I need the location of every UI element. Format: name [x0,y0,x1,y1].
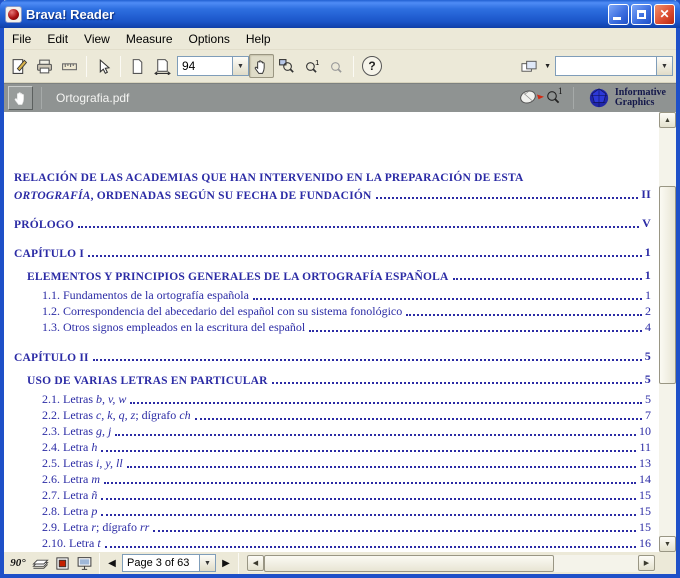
toc-entry-label: 2.1. Letras b, v, w [42,392,127,406]
views-button[interactable] [517,54,542,78]
toolbar [4,50,676,83]
toc-entry-label: CAPÍTULO I [14,248,85,260]
dot-leader [127,466,636,468]
fit-page-button[interactable] [125,54,150,78]
brand-logo-icon [588,87,610,109]
document-viewport[interactable] [4,112,659,552]
fit-page-icon [129,58,146,75]
toc-entry-page-number: 13 [639,456,651,470]
pan-hand-icon [253,58,270,75]
docbar-separator [41,87,42,109]
toc-entry [11,268,651,283]
zoom-level-combo[interactable] [177,56,249,76]
toc-entry-page-number: 10 [639,424,651,438]
thumbnails-icon [54,556,71,571]
toc-entry [11,216,651,231]
toc-entry-label: 1.3. Otros signos empleados en la escritura del español [42,320,306,334]
dot-leader [104,482,636,484]
zoom-one-to-one-button[interactable] [299,54,324,78]
toc-entry-label: 2.3. Letras g, j [42,424,112,438]
toc-entry [11,487,651,503]
select-arrow-icon [95,58,112,75]
dot-leader [153,530,636,532]
minimize-button[interactable] [608,4,629,25]
scroll-up-icon[interactable]: ▲ [659,112,676,128]
dot-leader [272,382,642,384]
toc-entry-line: RELACIÓN DE LAS ACADEMIAS QUE HAN INTERVENIDO EN LA PREPARACIÓN DE ESTA [14,172,524,184]
views-combo[interactable] [555,56,673,76]
next-page-icon[interactable]: ▶ [222,557,230,569]
docbar-separator [573,87,574,109]
dot-leader [406,314,642,316]
toc-entry-label: 2.2. Letras c, k, q, z; dígrafo ch [42,408,191,422]
window-title: Brava! Reader [26,6,115,22]
menu-item-options[interactable]: Options [188,31,230,46]
statusbar-corner [655,555,673,572]
zoom-button[interactable] [324,54,349,78]
horizontal-scrollbar-thumb[interactable] [264,555,554,572]
toc-entry-label: USO DE VARIAS LETRAS EN PARTICULAR [27,375,268,387]
views-combo-dropdown-icon[interactable]: ▼ [656,57,672,75]
zoom-combo-dropdown-icon[interactable]: ▼ [232,57,248,75]
minimize-icon [613,17,621,20]
brand-line1: Informative [614,87,666,98]
print-pages-icon [32,556,49,571]
maximize-icon [637,10,646,19]
dot-leader [101,450,636,452]
table-of-contents [4,112,659,552]
scroll-right-icon[interactable]: ▶ [638,555,655,571]
print-button[interactable] [32,54,57,78]
toc-entry [11,303,651,319]
zoom-window-button[interactable] [274,54,299,78]
toc-entry-page-number: 1 [645,288,651,302]
dot-leader [453,278,642,280]
vertical-scrollbar-thumb[interactable] [659,186,676,384]
toc-entry-page-number: 16 [639,536,651,550]
toc-entry [11,535,651,551]
toc-entry-page-number: 15 [639,488,651,502]
screen-icon [76,556,93,571]
toc-entry-label: 1.2. Correspondencia del abecedario del español con su sistema fonológico [42,304,403,318]
toc-entry-label: CAPÍTULO II [14,352,89,364]
toc-entry-label: 2.5. Letras i, y, ll [42,456,123,470]
toc-entry [11,455,651,471]
toc-entry-label: 2.6. Letra m [42,472,100,486]
toc-entry [11,407,651,423]
app-icon [5,6,22,23]
dot-leader [88,255,642,257]
toc-entry-page-number: 2 [645,304,651,318]
toolbar-separator [353,56,354,77]
dot-leader [195,418,642,420]
toc-entry-label: 2.8. Letra p [42,504,98,518]
menu-bar [4,28,676,50]
svg-text:1: 1 [315,57,320,67]
zoom-level-value[interactable]: 94 [182,59,196,73]
dot-leader [376,197,639,199]
toc-entry-page-number: II [641,187,651,201]
toc-entry [11,245,651,260]
toc-entry-page-number: 4 [645,320,651,334]
dot-leader [101,498,636,500]
toc-entry-label: 2.10. Letra t [42,536,101,550]
menu-item-file[interactable]: File [12,31,32,46]
toc-entry-label: 1.1. Fundamentos de la ortografía española [42,288,249,302]
toc-entry [11,439,651,455]
measure-button[interactable] [57,54,82,78]
toc-entry [11,391,651,407]
page-combo[interactable] [122,554,216,572]
page-combo-dropdown-icon[interactable]: ▼ [199,555,215,571]
toc-entry-label: 2.4. Letra h [42,440,98,454]
toc-entry-label: ELEMENTOS Y PRINCIPIOS GENERALES DE LA ORTOGRAFÍA ESPAÑOLA [27,271,449,283]
toc-entry-page-number: 14 [639,472,651,486]
scroll-down-icon[interactable]: ▼ [659,536,676,552]
toc-entry-label: 2.7. Letra ñ [42,488,98,502]
toc-entry-page-number: 1 [644,245,651,259]
brand-line2: Graphics [614,97,655,108]
previous-page-icon[interactable]: ◀ [108,557,116,569]
toc-entry-page-number: 11 [639,440,651,454]
dot-leader [101,514,636,516]
toc-entry [11,287,651,303]
horizontal-scrollbar[interactable] [247,555,655,572]
print-pages-button[interactable] [29,553,51,573]
select-button[interactable] [91,54,116,78]
rotate-90-icon: 90° [10,557,26,569]
zoom-icon [328,58,345,75]
toc-entry [11,503,651,519]
dot-leader [78,226,639,228]
thumbnails-button[interactable] [51,553,73,573]
views-combo-value[interactable] [556,57,656,75]
pan-tool-button[interactable] [249,54,274,78]
toolbar-separator [86,56,87,77]
zoom-one-icon [303,58,320,75]
toc-entry [11,471,651,487]
dot-leader [130,402,642,404]
fit-width-icon [154,58,171,75]
document-filename: Ortografia.pdf [56,91,130,105]
statusbar-separator [238,553,239,574]
toc-entry-page-number: 5 [644,372,651,386]
toolbar-separator [120,56,121,77]
mouse-zoom-hint-icon [519,86,565,111]
screen-view-button[interactable] [73,553,95,573]
brava-logo-icon [8,9,19,20]
toc-entry-page-number: 5 [645,392,651,406]
dot-leader [105,546,636,548]
markup-icon [11,58,28,75]
fit-width-button[interactable] [150,54,175,78]
views-icon [521,58,538,75]
vertical-scrollbar[interactable] [659,112,676,552]
print-icon [36,58,53,75]
menu-item-edit[interactable]: Edit [47,31,69,46]
status-bar [4,552,676,574]
toc-entry [11,423,651,439]
document-bar [4,83,676,112]
scroll-left-icon[interactable]: ◀ [247,555,264,571]
statusbar-separator [99,553,100,574]
menu-item-help[interactable]: Help [245,31,271,46]
maximize-button[interactable] [631,4,652,25]
brand-logo [582,87,672,109]
dot-leader [253,298,642,300]
markup-button[interactable] [7,54,32,78]
toc-entry-page-number: 15 [639,520,651,534]
titlebar[interactable] [0,0,680,28]
toc-entry [11,372,651,387]
dot-leader [93,359,642,361]
toc-entry-label: PRÓLOGO [14,219,75,231]
toc-entry-label: ORTOGRAFÍA, ORDENADAS SEGÚN SU FECHA DE FUNDACIÓN [14,190,372,202]
toc-entry [11,187,651,202]
toc-entry-label: 2.9. Letra r; dígrafo rr [42,520,150,534]
close-button[interactable]: ✕ [654,4,675,25]
toc-entry [11,319,651,335]
toc-entry-page-number: 15 [639,504,651,518]
zoom-window-icon [278,58,295,75]
pan-hand-button[interactable] [8,86,33,110]
toc-entry-page-number: V [642,216,651,230]
svg-text:1: 1 [557,85,563,96]
rotate-90-button[interactable] [7,553,29,573]
toc-entry-page-number: 1 [644,268,651,282]
page-combo-value[interactable]: Page 3 of 63 [127,557,190,569]
toc-entry-page-number: 5 [644,349,651,363]
toc-entry [11,519,651,535]
views-dropdown-icon[interactable]: ▼ [544,62,551,70]
toc-entry-page-number: 7 [645,408,651,422]
toc-entry [11,349,651,364]
help-icon[interactable]: ? [362,56,382,76]
dot-leader [309,330,642,332]
menu-item-view[interactable]: View [84,31,110,46]
pan-hand-icon [13,90,29,106]
measure-icon [61,58,78,75]
dot-leader [115,434,636,436]
menu-item-measure[interactable]: Measure [125,31,173,46]
